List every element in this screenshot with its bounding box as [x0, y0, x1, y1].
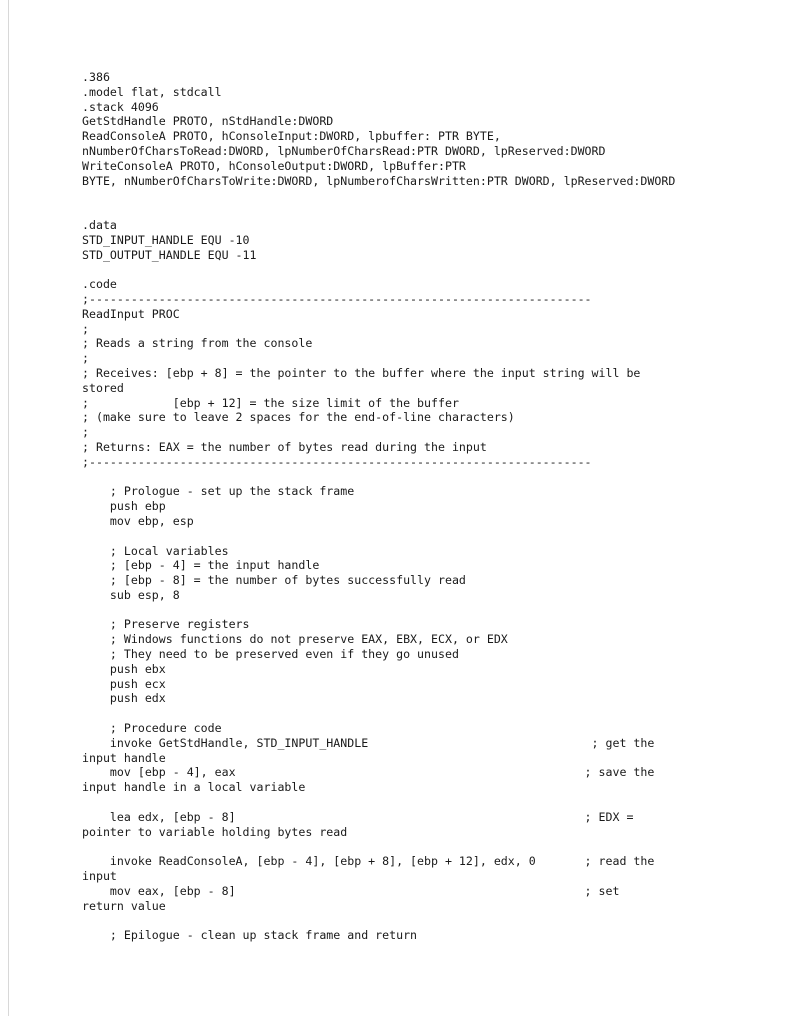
code-line: [82, 188, 782, 203]
code-line: ; Reads a string from the console: [82, 336, 313, 351]
code-line: mov ebp, esp: [82, 513, 194, 528]
code-line: ; Windows functions do not preserve EAX, EBX, ECX, or EDX: [82, 632, 508, 647]
code-line: .386: [82, 70, 110, 84]
code-line: STD_OUTPUT_HANDLE EQU -11: [82, 247, 257, 262]
code-line: pointer to variable holding bytes read: [82, 824, 348, 839]
code-line: ;------------------------------------------------------------------------: [82, 291, 592, 306]
code-line: ;: [82, 321, 89, 336]
code-line: nNumberOfCharsToRead:DWORD, lpNumberOfCharsRead:PTR DWORD, lpReserved:DWORD: [82, 143, 606, 158]
code-line: push edx: [82, 691, 166, 706]
code-line: ; Prologue - set up the stack frame: [82, 484, 355, 499]
code-line: ReadConsoleA PROTO, hConsoleInput:DWORD, lpbuffer: PTR BYTE,: [82, 129, 501, 144]
code-line: ; Procedure code: [82, 721, 222, 736]
code-line: push ebp: [82, 499, 166, 514]
code-line: [82, 262, 782, 277]
code-line: [82, 706, 782, 721]
code-line: ReadInput PROC: [82, 306, 180, 321]
code-line: BYTE, nNumberOfCharsToWrite:DWORD, lpNumberofCharsWritten:PTR DWORD, lpReserved:DWORD: [82, 173, 676, 188]
code-line: [82, 203, 782, 218]
code-line: input handle: [82, 750, 166, 765]
code-line: push ebx: [82, 661, 166, 676]
code-line: STD_INPUT_HANDLE EQU -10: [82, 232, 250, 247]
code-line: input: [82, 869, 117, 884]
code-line: return value: [82, 898, 166, 913]
code-line: .code: [82, 277, 117, 292]
code-line: ; [ebp - 8] = the number of bytes successfully read: [82, 573, 466, 588]
code-line: ; Local variables: [82, 543, 229, 558]
code-line: ;: [82, 425, 89, 440]
code-line: lea edx, [ebp - 8] ; EDX =: [82, 809, 634, 824]
code-line: [82, 913, 782, 928]
code-document: [82, 70, 782, 943]
code-line: mov eax, [ebp - 8] ; set: [82, 883, 620, 898]
code-line: GetStdHandle PROTO, nStdHandle:DWORD: [82, 114, 334, 129]
code-line: push ecx: [82, 676, 166, 691]
code-line: [82, 795, 782, 810]
code-line: ; Preserve registers: [82, 617, 250, 632]
code-line: mov [ebp - 4], eax ; save the: [82, 765, 655, 780]
code-line: [82, 603, 782, 618]
code-line: ; Returns: EAX = the number of bytes read during the input: [82, 439, 487, 454]
code-line: [82, 470, 782, 485]
code-line: ; (make sure to leave 2 spaces for the end-of-line characters): [82, 410, 515, 425]
code-line: [82, 529, 782, 544]
code-line: .stack 4096: [82, 99, 159, 114]
code-line: WriteConsoleA PROTO, hConsoleOutput:DWORD, lpBuffer:PTR: [82, 158, 466, 173]
code-line: invoke ReadConsoleA, [ebp - 4], [ebp + 8], [ebp + 12], edx, 0 ; read the: [82, 854, 655, 869]
code-line: ; [ebp - 4] = the input handle: [82, 558, 320, 573]
code-line: stored: [82, 380, 124, 395]
code-line: ; Receives: [ebp + 8] = the pointer to the buffer where the input string will be: [82, 365, 641, 380]
code-line: ; Epilogue - clean up stack frame and return: [82, 928, 418, 943]
code-line: ;: [82, 351, 89, 366]
code-line: ; [ebp + 12] = the size limit of the buffer: [82, 395, 459, 410]
code-line: invoke GetStdHandle, STD_INPUT_HANDLE ; get the: [82, 735, 655, 750]
code-line: [82, 839, 782, 854]
code-line: ; They need to be preserved even if they go unused: [82, 647, 459, 662]
code-line: ;------------------------------------------------------------------------: [82, 454, 592, 469]
code-line: .model flat, stdcall: [82, 84, 222, 99]
code-line: sub esp, 8: [82, 587, 180, 602]
code-line: input handle in a local variable: [82, 780, 306, 795]
page-left-border: [8, 0, 9, 1016]
code-line: .data: [82, 217, 117, 232]
